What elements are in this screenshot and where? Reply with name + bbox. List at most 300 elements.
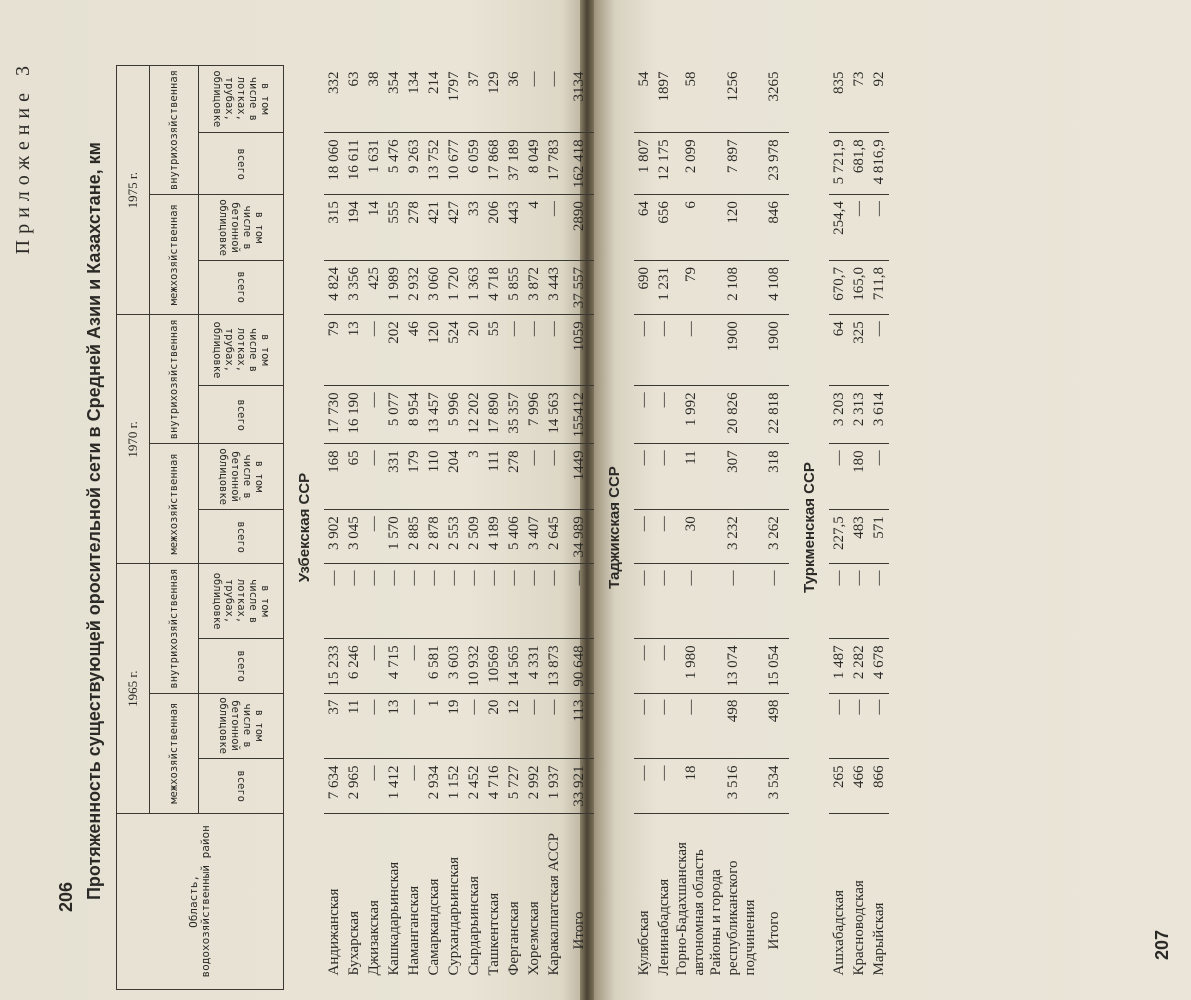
header-1975-intra-trays: в том числе в лотках, трубах, облицовке xyxy=(199,66,284,133)
value-cell: 2 282 xyxy=(849,639,869,693)
value-cell: — xyxy=(324,564,344,639)
value-cell: 4 715 xyxy=(384,639,404,693)
value-cell: — xyxy=(524,66,544,133)
value-cell: 11 xyxy=(344,693,364,759)
value-cell: 1 720 xyxy=(444,261,464,315)
value-cell: — xyxy=(524,564,544,639)
value-cell: — xyxy=(654,693,674,759)
value-cell: 498 xyxy=(708,693,759,759)
value-cell: 3 516 xyxy=(708,759,759,813)
value-cell: 2 553 xyxy=(444,510,464,564)
value-cell: — xyxy=(654,639,674,693)
value-cell: 3134 xyxy=(564,66,594,133)
table-row xyxy=(344,66,364,990)
value-cell: 2 992 xyxy=(524,759,544,813)
table-row xyxy=(674,66,708,990)
value-cell: 307 xyxy=(708,444,759,510)
value-cell: 1897 xyxy=(654,66,674,133)
value-cell: 8 954 xyxy=(404,386,424,444)
value-cell: 4 331 xyxy=(524,639,544,693)
value-cell: 5 406 xyxy=(504,510,524,564)
value-cell: 4 824 xyxy=(324,261,344,315)
value-cell: 1 980 xyxy=(674,639,708,693)
value-cell: — xyxy=(364,510,384,564)
value-cell: 2 885 xyxy=(404,510,424,564)
table-row xyxy=(504,66,524,990)
value-cell: 120 xyxy=(708,195,759,261)
value-cell: — xyxy=(544,195,564,261)
value-cell: — xyxy=(869,195,889,261)
value-cell: 331 xyxy=(384,444,404,510)
value-cell: 46 xyxy=(404,315,424,386)
table-row xyxy=(544,66,564,990)
value-cell: 1449 xyxy=(564,444,594,510)
value-cell: 179 xyxy=(404,444,424,510)
value-cell: 2 878 xyxy=(424,510,444,564)
value-cell: 10569 xyxy=(484,639,504,693)
header-1975-inter-total: всего xyxy=(199,261,284,315)
region-name: Марыйская xyxy=(870,902,887,976)
value-cell: 64 xyxy=(829,315,849,386)
header-1965-inter: межхозяйственная xyxy=(150,693,199,813)
header-1975-intra-total: всего xyxy=(199,133,284,195)
value-cell: — xyxy=(654,510,674,564)
value-cell: — xyxy=(654,315,674,386)
value-cell: 4 678 xyxy=(869,639,889,693)
value-cell: 2 965 xyxy=(344,759,364,813)
region-name: Ташкентская xyxy=(485,892,502,976)
value-cell: 425 xyxy=(364,261,384,315)
value-cell: 3265 xyxy=(759,66,789,133)
value-cell: 3 232 xyxy=(708,510,759,564)
value-cell: 15 054 xyxy=(759,639,789,693)
value-cell: 2 934 xyxy=(424,759,444,813)
header-1970-inter-total: всего xyxy=(199,510,284,564)
value-cell: 17 783 xyxy=(544,133,564,195)
value-cell: 3 356 xyxy=(344,261,364,315)
table-row xyxy=(524,66,544,990)
value-cell: 13 xyxy=(344,315,364,386)
value-cell: 866 xyxy=(869,759,889,813)
value-cell: — xyxy=(674,693,708,759)
table-row xyxy=(444,66,464,990)
value-cell: 3 614 xyxy=(869,386,889,444)
table-row xyxy=(654,66,674,990)
value-cell: 63 xyxy=(344,66,364,133)
table-row xyxy=(634,66,654,990)
region-name: Районы и города республиканского подчинения xyxy=(708,860,758,976)
value-cell: 20 826 xyxy=(708,386,759,444)
value-cell: 13 xyxy=(384,693,404,759)
value-cell: 13 752 xyxy=(424,133,444,195)
value-cell: — xyxy=(634,315,654,386)
value-cell: 13 873 xyxy=(544,639,564,693)
value-cell: 19 xyxy=(444,693,464,759)
value-cell: — xyxy=(634,639,654,693)
value-cell: — xyxy=(869,444,889,510)
value-cell: — xyxy=(634,444,654,510)
header-year-1965: 1965 г. xyxy=(117,564,150,813)
value-cell: 79 xyxy=(324,315,344,386)
value-cell: 35 357 xyxy=(504,386,524,444)
value-cell: 13 457 xyxy=(424,386,444,444)
value-cell: 20 xyxy=(464,315,484,386)
value-cell: 4 108 xyxy=(759,261,789,315)
value-cell: — xyxy=(829,444,849,510)
page-number-right: 207 xyxy=(1152,929,1172,960)
value-cell: 3 443 xyxy=(544,261,564,315)
value-cell: — xyxy=(544,315,564,386)
table-title: Протяженность существующей оросительной сети в Средней Азии и Казахстане, км xyxy=(84,142,104,900)
value-cell: 1 937 xyxy=(544,759,564,813)
value-cell: 4 xyxy=(524,195,544,261)
value-cell: 670,7 xyxy=(829,261,849,315)
header-1970-intra-trays: в том числе в лотках, трубах, облицовке xyxy=(199,315,284,386)
value-cell: 38 xyxy=(364,66,384,133)
value-cell: — xyxy=(344,564,364,639)
value-cell: 134 xyxy=(404,66,424,133)
value-cell: 3 203 xyxy=(829,386,849,444)
value-cell: 1 989 xyxy=(384,261,404,315)
value-cell: 33 xyxy=(464,195,484,261)
value-cell: 58 xyxy=(674,66,708,133)
appendix-label: Приложение 3 xyxy=(12,60,34,255)
region-name: Горно-Бадахшанская автономная область xyxy=(674,842,707,976)
value-cell: 17 868 xyxy=(484,133,504,195)
value-cell: 1 412 xyxy=(384,759,404,813)
value-cell: — xyxy=(708,564,759,639)
region-name: Бухарская xyxy=(345,911,362,976)
value-cell: 318 xyxy=(759,444,789,510)
value-cell: 4 816,9 xyxy=(869,133,889,195)
value-cell: 2 932 xyxy=(404,261,424,315)
value-cell: — xyxy=(849,195,869,261)
value-cell: 12 175 xyxy=(654,133,674,195)
value-cell: — xyxy=(759,564,789,639)
value-cell: 265 xyxy=(829,759,849,813)
value-cell: 315 xyxy=(324,195,344,261)
value-cell: 11 xyxy=(674,444,708,510)
value-cell: 14 563 xyxy=(544,386,564,444)
header-1965-intra-total: всего xyxy=(199,639,284,693)
value-cell: — xyxy=(364,444,384,510)
header-1975-intra: внутрихозяйственная xyxy=(150,66,199,195)
value-cell: 23 978 xyxy=(759,133,789,195)
value-cell: 711,8 xyxy=(869,261,889,315)
value-cell: 6 246 xyxy=(344,639,364,693)
value-cell: 206 xyxy=(484,195,504,261)
value-cell: 3 262 xyxy=(759,510,789,564)
value-cell: 6 581 xyxy=(424,639,444,693)
value-cell: 180 xyxy=(849,444,869,510)
value-cell: 2 645 xyxy=(544,510,564,564)
value-cell: 681,8 xyxy=(849,133,869,195)
section-header-row xyxy=(594,66,634,990)
value-cell: 5 727 xyxy=(504,759,524,813)
region-name: Ферганская xyxy=(505,901,522,976)
value-cell: 214 xyxy=(424,66,444,133)
value-cell: 65 xyxy=(344,444,364,510)
header-1975-inter: межхозяйственная xyxy=(150,195,199,315)
value-cell: 64 xyxy=(634,195,654,261)
table-row xyxy=(464,66,484,990)
total-row xyxy=(564,66,594,990)
value-cell: 34 989 xyxy=(564,510,594,564)
value-cell: 656 xyxy=(654,195,674,261)
value-cell: — xyxy=(634,759,654,813)
value-cell: 427 xyxy=(444,195,464,261)
value-cell: 204 xyxy=(444,444,464,510)
value-cell: 202 xyxy=(384,315,404,386)
header-1970-inter: межхозяйственная xyxy=(150,444,199,564)
value-cell: 15 233 xyxy=(324,639,344,693)
value-cell: 4 716 xyxy=(484,759,504,813)
value-cell: 37 xyxy=(464,66,484,133)
value-cell: — xyxy=(364,693,384,759)
value-cell: — xyxy=(404,759,424,813)
value-cell: 111 xyxy=(484,444,504,510)
value-cell: 165,0 xyxy=(849,261,869,315)
value-cell: 30 xyxy=(674,510,708,564)
value-cell: 5 721,9 xyxy=(829,133,849,195)
value-cell: 571 xyxy=(869,510,889,564)
value-cell: 155412 xyxy=(564,386,594,444)
value-cell: 1256 xyxy=(708,66,759,133)
value-cell: 3 902 xyxy=(324,510,344,564)
value-cell: 1059 xyxy=(564,315,594,386)
value-cell: 421 xyxy=(424,195,444,261)
value-cell: 2 452 xyxy=(464,759,484,813)
value-cell: 3 xyxy=(464,444,484,510)
value-cell: 1 807 xyxy=(634,133,654,195)
value-cell: 1 487 xyxy=(829,639,849,693)
region-name: Красноводская xyxy=(850,880,867,976)
value-cell: — xyxy=(674,564,708,639)
section-title: Таджикская ССР xyxy=(605,466,623,589)
header-1965-intra: внутрихозяйственная xyxy=(150,564,199,693)
value-cell: — xyxy=(869,564,889,639)
value-cell: 1 152 xyxy=(444,759,464,813)
value-cell: 690 xyxy=(634,261,654,315)
value-cell: — xyxy=(504,315,524,386)
value-cell: 54 xyxy=(634,66,654,133)
value-cell: 8 049 xyxy=(524,133,544,195)
table-row xyxy=(324,66,344,990)
value-cell: 17 730 xyxy=(324,386,344,444)
value-cell: — xyxy=(524,693,544,759)
value-cell: — xyxy=(829,693,849,759)
table-row xyxy=(869,66,889,990)
value-cell: — xyxy=(364,386,384,444)
value-cell: — xyxy=(424,564,444,639)
value-cell: — xyxy=(544,693,564,759)
value-cell: 498 xyxy=(759,693,789,759)
value-cell: 332 xyxy=(324,66,344,133)
value-cell: 90 648 xyxy=(564,639,594,693)
value-cell: — xyxy=(634,564,654,639)
region-name: Хорезмская xyxy=(525,901,542,976)
table-body xyxy=(284,66,890,990)
table-row xyxy=(364,66,384,990)
value-cell: 1 631 xyxy=(364,133,384,195)
value-cell: 278 xyxy=(504,444,524,510)
value-cell: — xyxy=(364,315,384,386)
header-1975-inter-concrete: в том числе в бетонной облицовке xyxy=(199,195,284,261)
value-cell: — xyxy=(634,693,654,759)
value-cell: 846 xyxy=(759,195,789,261)
value-cell: 12 202 xyxy=(464,386,484,444)
value-cell: 18 060 xyxy=(324,133,344,195)
value-cell: — xyxy=(634,386,654,444)
value-cell: — xyxy=(504,564,524,639)
region-name: Кулябская xyxy=(635,910,652,976)
region-name: Сурхандарьинская xyxy=(445,856,462,976)
value-cell: — xyxy=(404,564,424,639)
region-name: Джизакская xyxy=(365,900,382,976)
header-year-1975: 1975 г. xyxy=(117,66,150,315)
value-cell: 6 xyxy=(674,195,708,261)
value-cell: 2 509 xyxy=(464,510,484,564)
value-cell: — xyxy=(364,639,384,693)
value-cell: 5 077 xyxy=(384,386,404,444)
value-cell: — xyxy=(364,564,384,639)
value-cell: — xyxy=(464,564,484,639)
value-cell: — xyxy=(869,693,889,759)
value-cell: 162 418 xyxy=(564,133,594,195)
value-cell: 354 xyxy=(384,66,404,133)
value-cell: — xyxy=(829,564,849,639)
value-cell: 10 932 xyxy=(464,639,484,693)
value-cell: 2890 xyxy=(564,195,594,261)
value-cell: — xyxy=(654,759,674,813)
region-name: Итого xyxy=(570,911,587,950)
value-cell: — xyxy=(654,386,674,444)
table-row xyxy=(829,66,849,990)
value-cell: 555 xyxy=(384,195,404,261)
value-cell: — xyxy=(464,693,484,759)
value-cell: 37 xyxy=(324,693,344,759)
value-cell: 227,5 xyxy=(829,510,849,564)
region-name: Наманганская xyxy=(405,885,422,976)
value-cell: 325 xyxy=(849,315,869,386)
value-cell: 7 634 xyxy=(324,759,344,813)
value-cell: 483 xyxy=(849,510,869,564)
table-row xyxy=(708,66,759,990)
value-cell: — xyxy=(869,315,889,386)
value-cell: 73 xyxy=(849,66,869,133)
value-cell: 92 xyxy=(869,66,889,133)
region-name: Сырдарьинская xyxy=(465,876,482,976)
value-cell: 17 890 xyxy=(484,386,504,444)
header-1970-inter-concrete: в том числе в бетонной облицовке xyxy=(199,444,284,510)
value-cell: 168 xyxy=(324,444,344,510)
value-cell: 120 xyxy=(424,315,444,386)
header-1970-intra-total: всего xyxy=(199,386,284,444)
value-cell: 5 996 xyxy=(444,386,464,444)
section-header-row xyxy=(789,66,829,990)
header-region: Область, водохозяйственный район xyxy=(117,813,284,989)
value-cell: — xyxy=(564,564,594,639)
value-cell: — xyxy=(524,315,544,386)
value-cell: 1 570 xyxy=(384,510,404,564)
value-cell: 2 108 xyxy=(708,261,759,315)
value-cell: 129 xyxy=(484,66,504,133)
value-cell: — xyxy=(544,564,564,639)
header-1965-inter-total: всего xyxy=(199,759,284,813)
value-cell: 3 872 xyxy=(524,261,544,315)
value-cell: — xyxy=(544,66,564,133)
value-cell: 3 603 xyxy=(444,639,464,693)
value-cell: — xyxy=(524,444,544,510)
value-cell: 835 xyxy=(829,66,849,133)
region-name: Андижанская xyxy=(325,888,342,976)
value-cell: 7 897 xyxy=(708,133,759,195)
value-cell: 37 557 xyxy=(564,261,594,315)
value-cell: — xyxy=(444,564,464,639)
value-cell: 18 xyxy=(674,759,708,813)
value-cell: — xyxy=(849,693,869,759)
value-cell: — xyxy=(544,444,564,510)
value-cell: 36 xyxy=(504,66,524,133)
value-cell: 194 xyxy=(344,195,364,261)
section-header-row xyxy=(284,66,325,990)
value-cell: 3 045 xyxy=(344,510,364,564)
value-cell: 79 xyxy=(674,261,708,315)
value-cell: — xyxy=(654,564,674,639)
value-cell: 14 xyxy=(364,195,384,261)
value-cell: 1900 xyxy=(759,315,789,386)
region-name: Ленинабадская xyxy=(655,878,672,976)
value-cell: — xyxy=(634,510,654,564)
value-cell: 13 074 xyxy=(708,639,759,693)
header-1965-intra-trays: в том числе в лотках, трубах, облицовке xyxy=(199,564,284,639)
value-cell: 55 xyxy=(484,315,504,386)
value-cell: 16 611 xyxy=(344,133,364,195)
value-cell: 2 099 xyxy=(674,133,708,195)
table-row xyxy=(424,66,444,990)
region-name: Итого xyxy=(765,911,782,950)
value-cell: 1797 xyxy=(444,66,464,133)
value-cell: — xyxy=(404,693,424,759)
value-cell: 10 677 xyxy=(444,133,464,195)
value-cell: 6 059 xyxy=(464,133,484,195)
value-cell: 5 476 xyxy=(384,133,404,195)
region-name: Кашкадарьинская xyxy=(385,861,402,976)
value-cell: 33 921 xyxy=(564,759,594,813)
value-cell: 278 xyxy=(404,195,424,261)
value-cell: 466 xyxy=(849,759,869,813)
value-cell: 20 xyxy=(484,693,504,759)
value-cell: 3 534 xyxy=(759,759,789,813)
header-1965-inter-concrete: в том числе в бетонной облицовке xyxy=(199,693,284,759)
value-cell: 1900 xyxy=(708,315,759,386)
value-cell: 1 xyxy=(424,693,444,759)
value-cell: — xyxy=(674,315,708,386)
value-cell: 110 xyxy=(424,444,444,510)
page-number-left: 206 xyxy=(56,881,76,912)
value-cell: 4 189 xyxy=(484,510,504,564)
value-cell: 254,4 xyxy=(829,195,849,261)
value-cell: 12 xyxy=(504,693,524,759)
table-row xyxy=(384,66,404,990)
value-cell: 4 718 xyxy=(484,261,504,315)
value-cell: 14 565 xyxy=(504,639,524,693)
value-cell: 37 189 xyxy=(504,133,524,195)
table-row xyxy=(849,66,869,990)
value-cell: 1 363 xyxy=(464,261,484,315)
value-cell: 3 060 xyxy=(424,261,444,315)
section-title: Туркменская ССР xyxy=(800,462,818,593)
